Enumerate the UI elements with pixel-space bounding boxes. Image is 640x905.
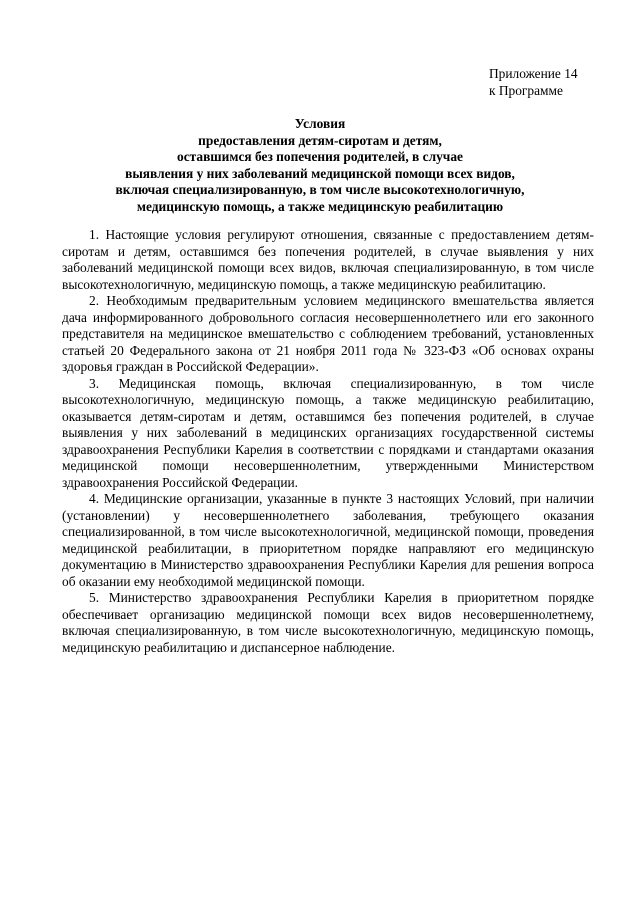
appendix-number: Приложение 14 bbox=[489, 66, 578, 81]
title-line-4: выявления у них заболеваний медицинской помощи всех видов, bbox=[125, 165, 515, 181]
appendix-program: к Программе bbox=[489, 82, 563, 98]
paragraph-2: 2. Необходимым предварительным условием медицинского вмешательства является дача информированного добровольного согласия несовершеннолетнего или его законного представителя на медицинское вмешательство с соблюдением требований, установленных статьей 20 Федерального закона от 21 ноября 2011 года № 323-ФЗ «Об основах охраны здоровья граждан в Российской Федерации». bbox=[62, 293, 594, 374]
title-line-1: Условия bbox=[294, 116, 346, 131]
paragraph-3: 3. Медицинская помощь, включая специализированную, в том числе высокотехнологичную, медицинскую помощь, а также медицинскую реабилитацию, оказывается детям-сиротам и детям, оставшимся без попечения родителей, в случае выявления у них заболеваний в медицинских организациях государственной системы здравоохранения Республики Карелия в соответствии с порядками и стандартами оказания медицинской помощи несовершеннолетним, утвержденными Министерством здравоохранения Российской Федерации. bbox=[62, 375, 594, 490]
paragraph-4: 4. Медицинские организации, указанные в пункте 3 настоящих Условий, при наличии (установлении) у несовершеннолетнего заболевания, требующего оказания специализированной, в том числе высокотехнологичной, медицинской помощи, проведения медицинской реабилитации, в приоритетном порядке направляют его медицинскую документацию в Министерство здравоохранения Республики Карелия для решения вопроса об оказании ему необходимой медицинской помощи. bbox=[62, 491, 594, 589]
title-line-6: медицинскую помощь, а также медицинскую реабилитацию bbox=[136, 198, 504, 214]
paragraph-5: 5. Министерство здравоохранения Республики Карелия в приоритетном порядке обеспечивает организацию медицинской помощи всех видов несовершеннолетнему, включая специализированную, в том числе высокотехнологичную, медицинскую помощь, медицинскую реабилитацию и диспансерное наблюдение. bbox=[62, 590, 594, 655]
document-title bbox=[50, 116, 590, 216]
document-body bbox=[62, 227, 594, 656]
title-line-3: оставшимся без попечения родителей, в случае bbox=[177, 149, 463, 165]
appendix-reference bbox=[489, 66, 629, 99]
paragraph-1: 1. Настоящие условия регулируют отношения, связанные с предоставлением детям-сиротам и детям, оставшимся без попечения родителей, в случае выявления у них заболеваний медицинской помощи всех видов, включая специализированную, в том числе высокотехнологичную, медицинскую помощь, а также медицинскую реабилитацию. bbox=[62, 227, 594, 292]
title-line-2: предоставления детям-сиротам и детям, bbox=[198, 132, 442, 148]
title-line-5: включая специализированную, в том числе высокотехнологичную, bbox=[115, 182, 525, 198]
